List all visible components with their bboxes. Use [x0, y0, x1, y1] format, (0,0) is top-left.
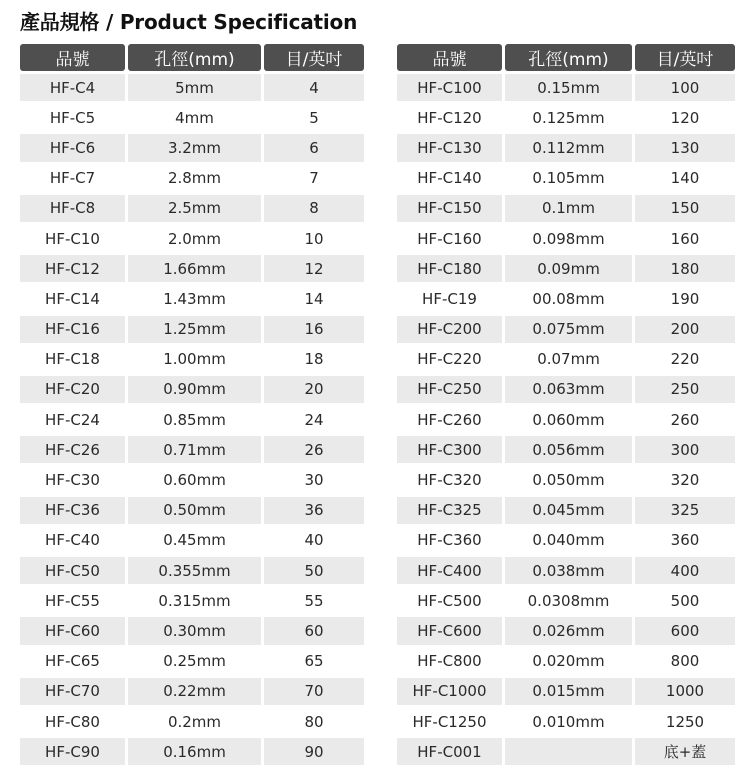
- cell-model: HF-C500: [397, 587, 502, 614]
- cell-mesh: 100: [635, 74, 735, 101]
- table-row: [397, 285, 735, 312]
- table-row: [397, 497, 735, 524]
- cell-aperture: 0.355mm: [128, 557, 261, 584]
- cell-mesh: 400: [635, 557, 735, 584]
- cell-mesh: 220: [635, 346, 735, 373]
- table-row: [397, 738, 735, 765]
- table-row: [20, 104, 364, 131]
- cell-aperture: 0.85mm: [128, 406, 261, 433]
- cell-model: HF-C19: [397, 285, 502, 312]
- table-row: [397, 316, 735, 343]
- table-row: [20, 617, 364, 644]
- cell-mesh: 55: [264, 587, 364, 614]
- cell-aperture: 0.0308mm: [505, 587, 632, 614]
- table-row: [397, 376, 735, 403]
- cell-aperture: 0.112mm: [505, 134, 632, 161]
- cell-model: HF-C800: [397, 648, 502, 675]
- cell-mesh: 260: [635, 406, 735, 433]
- table-row: [397, 104, 735, 131]
- cell-model: HF-C140: [397, 165, 502, 192]
- cell-model: HF-C250: [397, 376, 502, 403]
- table-row: [20, 708, 364, 735]
- cell-mesh: 6: [264, 134, 364, 161]
- table-row: [20, 678, 364, 705]
- header-mesh: 目/英吋: [264, 44, 364, 71]
- cell-aperture: 3.2mm: [128, 134, 261, 161]
- cell-mesh: 12: [264, 255, 364, 282]
- cell-aperture: 0.25mm: [128, 648, 261, 675]
- cell-aperture: 0.010mm: [505, 708, 632, 735]
- cell-mesh: 130: [635, 134, 735, 161]
- table-row: [20, 346, 364, 373]
- cell-aperture: 0.30mm: [128, 617, 261, 644]
- cell-aperture: 1.00mm: [128, 346, 261, 373]
- cell-mesh: 40: [264, 527, 364, 554]
- table-row: [20, 285, 364, 312]
- table-row: [20, 466, 364, 493]
- cell-mesh: 90: [264, 738, 364, 765]
- cell-mesh: 36: [264, 497, 364, 524]
- table-row: [20, 406, 364, 433]
- cell-model: HF-C400: [397, 557, 502, 584]
- cell-model: HF-C10: [20, 225, 125, 252]
- cell-aperture: 0.45mm: [128, 527, 261, 554]
- cell-aperture: 2.5mm: [128, 195, 261, 222]
- page-title: 產品規格 / Product Specification: [20, 10, 358, 34]
- table-row: [397, 708, 735, 735]
- cell-mesh: 60: [264, 617, 364, 644]
- cell-model: HF-C90: [20, 738, 125, 765]
- table-row: [397, 165, 735, 192]
- cell-model: HF-C65: [20, 648, 125, 675]
- cell-model: HF-C150: [397, 195, 502, 222]
- table-row: [397, 436, 735, 463]
- cell-mesh: 1250: [635, 708, 735, 735]
- table-row: [397, 134, 735, 161]
- cell-model: HF-C40: [20, 527, 125, 554]
- cell-aperture: 0.60mm: [128, 466, 261, 493]
- cell-aperture: 0.020mm: [505, 648, 632, 675]
- cell-mesh: 160: [635, 225, 735, 252]
- cell-model: HF-C100: [397, 74, 502, 101]
- cell-mesh: 底+蓋: [635, 738, 735, 765]
- cell-mesh: 14: [264, 285, 364, 312]
- cell-aperture: 0.90mm: [128, 376, 261, 403]
- cell-model: HF-C180: [397, 255, 502, 282]
- cell-aperture: 0.71mm: [128, 436, 261, 463]
- cell-model: HF-C20: [20, 376, 125, 403]
- cell-mesh: 4: [264, 74, 364, 101]
- cell-mesh: 5: [264, 104, 364, 131]
- cell-aperture: 0.22mm: [128, 678, 261, 705]
- table-row: [20, 195, 364, 222]
- cell-aperture: 0.16mm: [128, 738, 261, 765]
- cell-aperture: 0.50mm: [128, 497, 261, 524]
- cell-model: HF-C14: [20, 285, 125, 312]
- cell-model: HF-C24: [20, 406, 125, 433]
- cell-model: HF-C300: [397, 436, 502, 463]
- cell-aperture: 0.075mm: [505, 316, 632, 343]
- cell-model: HF-C260: [397, 406, 502, 433]
- cell-mesh: 600: [635, 617, 735, 644]
- cell-model: HF-C80: [20, 708, 125, 735]
- cell-model: HF-C320: [397, 466, 502, 493]
- cell-model: HF-C8: [20, 195, 125, 222]
- cell-model: HF-C36: [20, 497, 125, 524]
- table-row: [20, 527, 364, 554]
- table-header-row: [397, 44, 735, 71]
- cell-aperture: 0.063mm: [505, 376, 632, 403]
- cell-aperture: 0.040mm: [505, 527, 632, 554]
- table-row: [397, 617, 735, 644]
- table-header-row: [20, 44, 364, 71]
- cell-mesh: 26: [264, 436, 364, 463]
- cell-model: HF-C55: [20, 587, 125, 614]
- spec-table-right: [394, 41, 738, 768]
- cell-model: HF-C160: [397, 225, 502, 252]
- cell-aperture: 0.125mm: [505, 104, 632, 131]
- cell-mesh: 800: [635, 648, 735, 675]
- cell-mesh: 300: [635, 436, 735, 463]
- spec-table-left: [17, 41, 367, 768]
- cell-mesh: 180: [635, 255, 735, 282]
- cell-model: HF-C1250: [397, 708, 502, 735]
- cell-mesh: 320: [635, 466, 735, 493]
- cell-model: HF-C5: [20, 104, 125, 131]
- header-aperture: 孔徑(mm): [505, 44, 632, 71]
- table-row: [20, 587, 364, 614]
- table-row: [397, 74, 735, 101]
- cell-mesh: 7: [264, 165, 364, 192]
- cell-mesh: 80: [264, 708, 364, 735]
- cell-mesh: 70: [264, 678, 364, 705]
- cell-model: HF-C7: [20, 165, 125, 192]
- table-row: [397, 648, 735, 675]
- cell-model: HF-C600: [397, 617, 502, 644]
- cell-model: HF-C6: [20, 134, 125, 161]
- cell-model: HF-C4: [20, 74, 125, 101]
- table-row: [397, 195, 735, 222]
- header-aperture: 孔徑(mm): [128, 44, 261, 71]
- cell-model: HF-C001: [397, 738, 502, 765]
- cell-aperture: 0.09mm: [505, 255, 632, 282]
- cell-model: HF-C360: [397, 527, 502, 554]
- cell-mesh: 200: [635, 316, 735, 343]
- table-row: [20, 648, 364, 675]
- cell-aperture: 0.315mm: [128, 587, 261, 614]
- cell-aperture: 1.66mm: [128, 255, 261, 282]
- cell-aperture: 0.098mm: [505, 225, 632, 252]
- cell-mesh: 30: [264, 466, 364, 493]
- table-row: [397, 255, 735, 282]
- cell-aperture: 0.045mm: [505, 497, 632, 524]
- cell-aperture: 2.0mm: [128, 225, 261, 252]
- cell-aperture: 0.050mm: [505, 466, 632, 493]
- cell-model: HF-C130: [397, 134, 502, 161]
- cell-mesh: 50: [264, 557, 364, 584]
- cell-model: HF-C70: [20, 678, 125, 705]
- header-model: 品號: [20, 44, 125, 71]
- table-row: [20, 225, 364, 252]
- cell-aperture: 00.08mm: [505, 285, 632, 312]
- table-row: [397, 527, 735, 554]
- cell-model: HF-C12: [20, 255, 125, 282]
- table-row: [397, 587, 735, 614]
- cell-mesh: 18: [264, 346, 364, 373]
- cell-model: HF-C18: [20, 346, 125, 373]
- table-row: [397, 225, 735, 252]
- cell-mesh: 120: [635, 104, 735, 131]
- cell-aperture: 0.2mm: [128, 708, 261, 735]
- cell-aperture: 0.07mm: [505, 346, 632, 373]
- cell-model: HF-C30: [20, 466, 125, 493]
- header-model: 品號: [397, 44, 502, 71]
- header-mesh: 目/英吋: [635, 44, 735, 71]
- cell-mesh: 500: [635, 587, 735, 614]
- cell-aperture: 5mm: [128, 74, 261, 101]
- cell-aperture: [505, 738, 632, 765]
- table-row: [397, 557, 735, 584]
- table-row: [20, 316, 364, 343]
- cell-mesh: 24: [264, 406, 364, 433]
- cell-model: HF-C26: [20, 436, 125, 463]
- table-row: [397, 466, 735, 493]
- table-row: [20, 497, 364, 524]
- cell-mesh: 150: [635, 195, 735, 222]
- cell-model: HF-C60: [20, 617, 125, 644]
- table-row: [397, 406, 735, 433]
- cell-mesh: 325: [635, 497, 735, 524]
- table-row: [20, 165, 364, 192]
- table-row: [20, 436, 364, 463]
- table-row: [20, 134, 364, 161]
- cell-aperture: 0.015mm: [505, 678, 632, 705]
- cell-aperture: 1.43mm: [128, 285, 261, 312]
- cell-mesh: 10: [264, 225, 364, 252]
- table-row: [20, 376, 364, 403]
- cell-aperture: 1.25mm: [128, 316, 261, 343]
- cell-mesh: 8: [264, 195, 364, 222]
- cell-mesh: 190: [635, 285, 735, 312]
- table-row: [20, 557, 364, 584]
- cell-aperture: 4mm: [128, 104, 261, 131]
- cell-mesh: 16: [264, 316, 364, 343]
- cell-aperture: 0.038mm: [505, 557, 632, 584]
- cell-aperture: 0.1mm: [505, 195, 632, 222]
- cell-aperture: 0.105mm: [505, 165, 632, 192]
- cell-mesh: 20: [264, 376, 364, 403]
- cell-mesh: 65: [264, 648, 364, 675]
- cell-model: HF-C50: [20, 557, 125, 584]
- table-row: [20, 255, 364, 282]
- cell-mesh: 1000: [635, 678, 735, 705]
- cell-aperture: 0.026mm: [505, 617, 632, 644]
- cell-model: HF-C1000: [397, 678, 502, 705]
- table-row: [397, 346, 735, 373]
- table-row: [20, 74, 364, 101]
- cell-model: HF-C16: [20, 316, 125, 343]
- cell-aperture: 0.060mm: [505, 406, 632, 433]
- cell-aperture: 0.15mm: [505, 74, 632, 101]
- cell-model: HF-C220: [397, 346, 502, 373]
- cell-model: HF-C200: [397, 316, 502, 343]
- cell-model: HF-C120: [397, 104, 502, 131]
- table-row: [397, 678, 735, 705]
- cell-aperture: 0.056mm: [505, 436, 632, 463]
- table-row: [20, 738, 364, 765]
- cell-model: HF-C325: [397, 497, 502, 524]
- cell-mesh: 250: [635, 376, 735, 403]
- cell-mesh: 360: [635, 527, 735, 554]
- cell-mesh: 140: [635, 165, 735, 192]
- cell-aperture: 2.8mm: [128, 165, 261, 192]
